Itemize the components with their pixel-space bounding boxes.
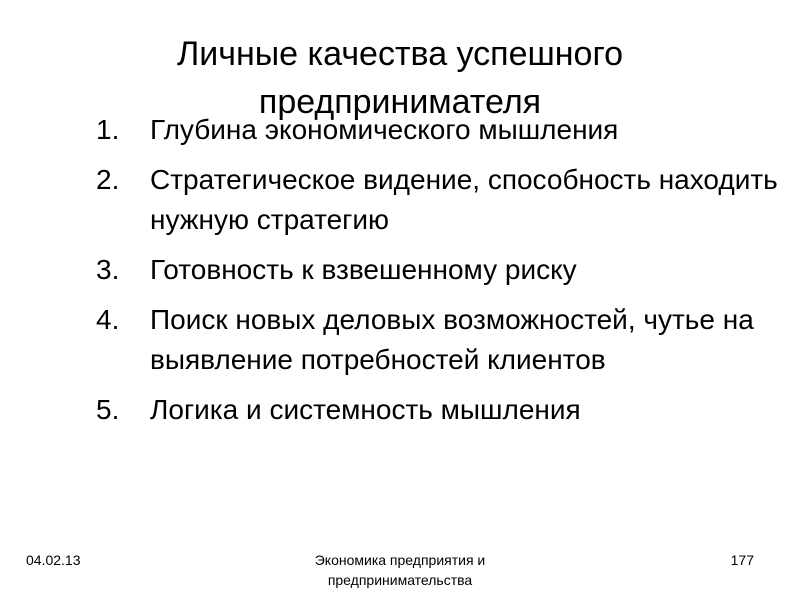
footer-course-title: Экономика предприятия и предпринимательства [314,552,486,588]
list-item-5 [96,390,786,430]
footer-page-number: 177 [730,552,754,568]
list-number: 3. [96,254,120,285]
list-text: Поиск новых деловых возможностей, чутье на выявление потребностей клиентов [150,304,754,375]
list-number: 5. [96,394,120,425]
list-item-3 [96,250,786,290]
footer-date: 04.02.13 [26,552,81,568]
list-number: 4. [96,304,120,335]
list-text: Стратегическое видение, способность находить нужную стратегию [150,164,778,235]
qualities-list [96,110,786,440]
list-number: 1. [96,114,120,145]
list-item-2 [96,160,786,240]
list-number: 2. [96,164,120,195]
list-text: Глубина экономического мышления [150,114,619,145]
slide-title: Личные качества успешного предпринимателя [176,35,624,121]
list-text: Готовность к взвешенному риску [150,254,577,285]
list-item-1 [96,110,786,150]
list-item-4 [96,300,786,380]
list-text: Логика и системность мышления [150,394,581,425]
